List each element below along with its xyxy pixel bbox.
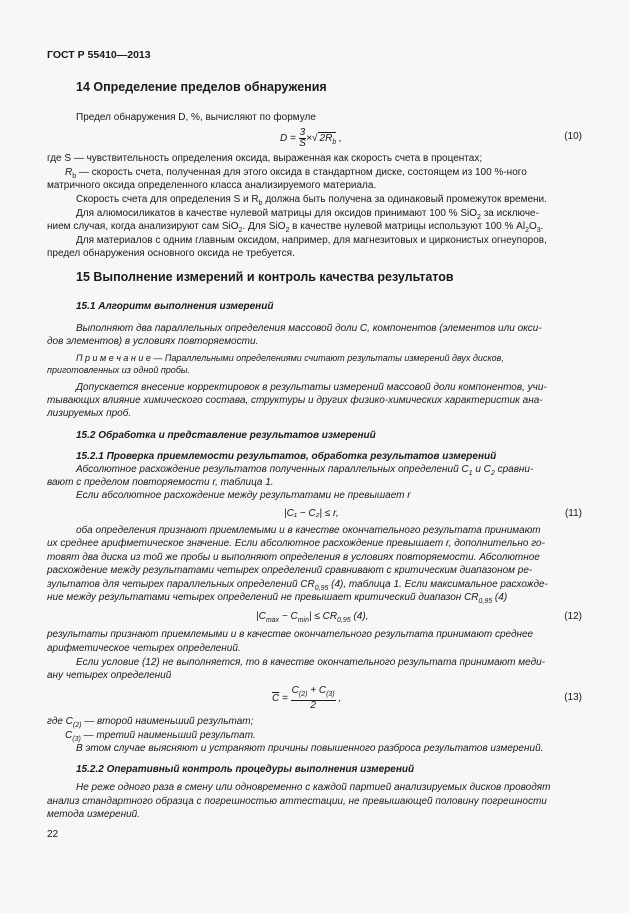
page-number: 22 — [47, 829, 59, 840]
para-b5: зультатов для четырех параллельных определений $CR_{0,95}$ (4), таблица 1. Если максимальное расхожде- — [47, 579, 548, 592]
para-c3: Если условие (12) не выполняется, то в качестве окончательного результата принимают меди- — [76, 657, 545, 668]
para-c4: ану четырех определений — [47, 670, 172, 681]
subsection-15-1: 15.1 Алгоритм выполнения измерений — [76, 301, 274, 312]
para-corr-a: Допускается внесение корректировок в результаты измерений массовой доли компонентов, учи- — [76, 382, 547, 393]
para-materials: Для материалов с одним главным оксидом, например, для магнезитовых и цирконистых огнеупоров, — [76, 235, 547, 246]
where-c2: где $C_{(2)}$ — второй наименьший результат; — [47, 716, 254, 729]
formula-12: $|C_{max} - C_{min}| \le CR_{0,95}$ (4), — [256, 611, 369, 624]
para-b1: оба определения признают приемлемыми и в качестве окончательного результата принимают — [76, 525, 541, 536]
subsection-15-2-2: 15.2.2 Оперативный контроль процедуры выполнения измерений — [76, 764, 415, 775]
intro-text: Предел обнаружения D, %, вычисляют по формуле — [76, 112, 316, 123]
para-materials-cont: предел обнаружения основного оксида не требуется. — [47, 248, 295, 259]
para-rate: Скорость счета для определения S и $R_b$ должна быть получена за одинаковый промежуток времени. — [76, 194, 547, 207]
para-15-1-b: дов элементов) в условиях повторяемости. — [47, 336, 259, 347]
para-alumo-cont: нием случая, когда анализируют сам SiO$_2$. Для SiO$_2$ в качестве нулевой матрицы используют 100 % $Al_2O_3$. — [47, 221, 544, 234]
para-d1: Не реже одного раза в смену или одновременно с каждой партией анализируемых дисков проводят — [76, 782, 551, 793]
para-corr-b: тывающих влияние химического состава, структуры и других физико-химических характеристик ана- — [47, 395, 543, 406]
para-b3: товят два диска из той же пробы и выполняют определения в условиях повторяемости. Абсолютное — [47, 552, 540, 563]
para-b6: ние между результатами четырех определений не превышает критический диапазон $CR_{0,95}$ (4) — [47, 592, 508, 605]
para-a2: вают с пределом повторяемости r, таблица 1. — [47, 477, 274, 488]
where-s: где S — чувствительность определения оксида, выраженная как скорость счета в процентах; — [47, 153, 483, 164]
formula-11: |C₁ − C₂| ≤ r, — [284, 508, 339, 519]
where-rb: $R_b$ — скорость счета, полученная для этого оксида в стандартном диске, состоящем из 100 %-ного — [65, 167, 527, 180]
para-b2: их среднее арифметическое значение. Если абсолютное расхождение превышает r, дополнительно го- — [47, 538, 545, 549]
para-alumo: Для алюмосиликатов в качестве нулевой матрицы для оксидов принимают 100 % SiO$_2$ за исключе- — [76, 208, 539, 221]
para-b4: расхождение между результатами четырех определений сравнивают с критическим диапазоном ре- — [47, 565, 533, 576]
note-a: П р и м е ч а н и е — Параллельными определениями считают результаты измерений двух дисков, — [76, 353, 504, 363]
para-w3: В этом случае выясняют и устраняют причины повышенного разброса результатов измерений. — [76, 743, 544, 754]
document-header: ГОСТ Р 55410—2013 — [47, 49, 151, 61]
para-c1: результаты признают приемлемыми и в качестве окончательного результата принимают среднее — [47, 629, 534, 640]
formula-10-number: (10) — [564, 131, 582, 142]
para-d3: метода измерений. — [47, 809, 140, 820]
formula-13-number: (13) — [564, 692, 582, 703]
para-c2: арифметическое четырех определений. — [47, 643, 241, 654]
note-b: приготовленных из одной пробы. — [47, 365, 190, 375]
para-corr-c: лизируемых проб. — [47, 408, 132, 419]
para-a3: Если абсолютное расхождение между результатами не превышает r — [76, 490, 411, 501]
section-15-title: 15 Выполнение измерений и контроль качества результатов — [76, 270, 454, 284]
subsection-15-2: 15.2 Обработка и представление результатов измерений — [76, 430, 376, 441]
formula-13: $\overline{C}$ = $\frac{C_{(2)} + C_{(3)}}{2}$ , — [272, 685, 342, 711]
para-d2: анализ стандартного образца с погрешностью аттестации, не превышающей половину погрешности — [47, 796, 547, 807]
formula-10: D = $\frac{3}{S}$ ×√ $2R_b$ , — [280, 127, 342, 149]
formula-12-number: (12) — [564, 611, 582, 622]
section-14-title: 14 Определение пределов обнаружения — [76, 80, 327, 94]
where-rb-cont: матричного оксида определенного класса анализируемого материала. — [47, 180, 377, 191]
where-c3: $C_{(3)}$ — третий наименьший результат. — [65, 730, 256, 743]
para-15-1-a: Выполняют два параллельных определения массовой доли С, компонентов (элементов или окси- — [76, 323, 542, 334]
subsection-15-2-1: 15.2.1 Проверка приемлемости результатов, обработка результатов измерений — [76, 451, 497, 462]
para-a1: Абсолютное расхождение результатов полученных параллельных определений $C_1$ и $C_2$ сравни- — [76, 464, 534, 477]
formula-11-number: (11) — [564, 508, 582, 519]
